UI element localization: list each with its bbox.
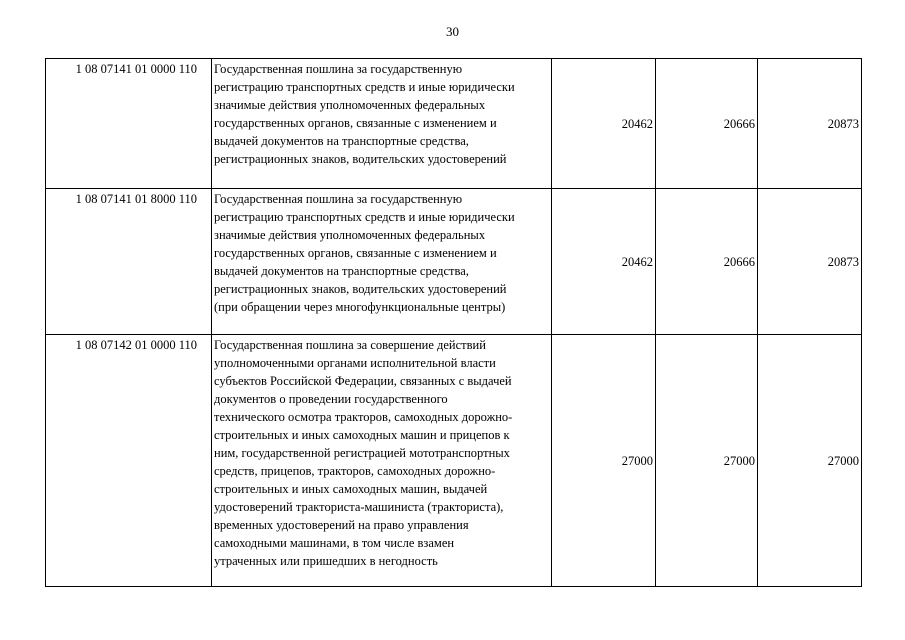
description-line: регистрацию транспортных средств и иные юридически bbox=[214, 210, 515, 224]
description-line: уполномоченными органами исполнительной власти bbox=[214, 356, 496, 370]
description-line: ним, государственной регистрацией мототранспортных bbox=[214, 446, 510, 460]
revenue-description bbox=[212, 335, 552, 587]
value-year-3: 27000 bbox=[758, 335, 862, 587]
description-line: значимые действия уполномоченных федеральных bbox=[214, 228, 486, 242]
page-number: 30 bbox=[446, 24, 459, 39]
value-year-2: 27000 bbox=[656, 335, 758, 587]
value-year-2: 20666 bbox=[656, 59, 758, 189]
description-line: государственных органов, связанные с изменением и bbox=[214, 246, 497, 260]
description-line: регистрационных знаков, водительских удостоверений bbox=[214, 152, 507, 166]
description-line: выдачей документов на транспортные средства, bbox=[214, 264, 469, 278]
revenue-description bbox=[212, 59, 552, 189]
description-line: утраченных или пришедших в негодность bbox=[214, 554, 438, 568]
classification-code: 1 08 07141 01 8000 110 bbox=[46, 189, 212, 335]
description-line: удостоверений тракториста-машиниста (тракториста), bbox=[214, 500, 504, 514]
description-line: временных удостоверений на право управления bbox=[214, 518, 469, 532]
value-year-2: 20666 bbox=[656, 189, 758, 335]
description-line: технического осмотра тракторов, самоходных дорожно- bbox=[214, 410, 513, 424]
value-year-3: 20873 bbox=[758, 59, 862, 189]
description-line: Государственная пошлина за государственную bbox=[214, 62, 463, 76]
classification-code: 1 08 07142 01 0000 110 bbox=[46, 335, 212, 587]
value-year-1: 27000 bbox=[552, 335, 656, 587]
description-line: регистрационных знаков, водительских удостоверений bbox=[214, 282, 507, 296]
description-line: регистрацию транспортных средств и иные юридически bbox=[214, 80, 515, 94]
description-line: средств, прицепов, тракторов, самоходных дорожно- bbox=[214, 464, 496, 478]
description-line: Государственная пошлина за совершение действий bbox=[214, 338, 486, 352]
table-row bbox=[46, 189, 862, 335]
description-line: (при обращении через многофункциональные центры) bbox=[214, 300, 506, 314]
revenue-description bbox=[212, 189, 552, 335]
description-line: документов о проведении государственного bbox=[214, 392, 448, 406]
value-year-3: 20873 bbox=[758, 189, 862, 335]
description-line: самоходными машинами, в том числе взамен bbox=[214, 536, 455, 550]
table-row bbox=[46, 59, 862, 189]
value-year-1: 20462 bbox=[552, 59, 656, 189]
classification-code: 1 08 07141 01 0000 110 bbox=[46, 59, 212, 189]
description-line: значимые действия уполномоченных федеральных bbox=[214, 98, 486, 112]
value-year-1: 20462 bbox=[552, 189, 656, 335]
description-line: строительных и иных самоходных машин, выдачей bbox=[214, 482, 488, 496]
description-line: государственных органов, связанные с изменением и bbox=[214, 116, 497, 130]
description-line: Государственная пошлина за государственную bbox=[214, 192, 463, 206]
description-line: выдачей документов на транспортные средства, bbox=[214, 134, 469, 148]
description-line: субъектов Российской Федерации, связанных с выдачей bbox=[214, 374, 512, 388]
table-row bbox=[46, 335, 862, 587]
budget-revenue-table bbox=[45, 58, 862, 587]
description-line: строительных и иных самоходных машин и прицепов к bbox=[214, 428, 510, 442]
